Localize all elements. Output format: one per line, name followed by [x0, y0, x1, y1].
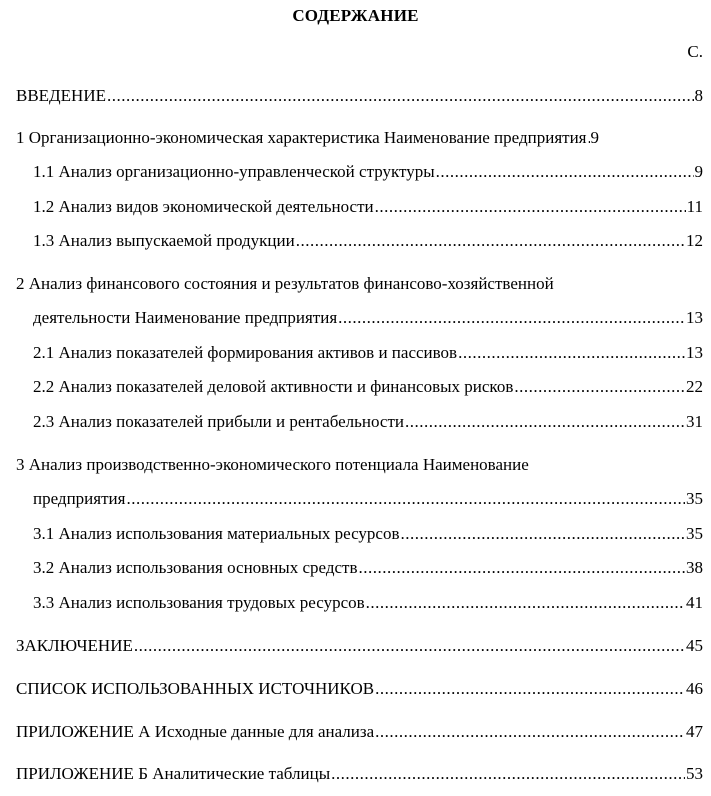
toc-entry-page: 41: [686, 593, 703, 612]
toc-entry-page: 38: [686, 558, 703, 577]
toc-entry-section-3-1[interactable]: [33, 524, 703, 544]
toc-dot-leader: [358, 558, 685, 578]
toc-entry-label: 2.1 Анализ показателей формирования активов и пассивов: [33, 343, 458, 362]
toc-entry-page: 8: [694, 86, 703, 105]
toc-dot-leader: [436, 162, 694, 182]
toc-entry-label: 1.2 Анализ видов экономической деятельности: [33, 197, 374, 216]
toc-entry-page: 53: [686, 764, 703, 783]
toc-entry-page: 35: [686, 524, 703, 543]
toc-dot-leader: [126, 489, 685, 509]
toc-entry-page: 45: [686, 636, 703, 655]
toc-entry-chapter-3[interactable]: [33, 489, 703, 509]
toc-dot-leader: [405, 412, 685, 432]
toc-entry-page: 46: [686, 679, 703, 698]
toc-entry-page: 9: [590, 128, 599, 147]
toc-dot-leader: [331, 764, 685, 784]
toc-entry-section-1-3[interactable]: [33, 231, 703, 251]
toc-entry-label: ВВЕДЕНИЕ: [16, 86, 106, 105]
toc-entry-label: СПИСОК ИСПОЛЬЗОВАННЫХ ИСТОЧНИКОВ: [16, 679, 375, 698]
toc-dot-leader: [375, 679, 685, 699]
toc-entry-label: предприятия: [33, 489, 126, 508]
toc-entry-section-2-3[interactable]: [33, 412, 703, 432]
toc-entry-page: 35: [686, 489, 703, 508]
toc-entry-page: 9: [694, 162, 703, 181]
toc-dot-leader: [107, 86, 694, 106]
toc-dot-leader: [366, 593, 685, 613]
toc-entry-appendix-a[interactable]: [16, 722, 703, 742]
toc-entry-page: 31: [686, 412, 703, 431]
toc-entry-label: 2.2 Анализ показателей деловой активности и финансовых рисков: [33, 377, 514, 396]
toc-dot-leader: [375, 722, 685, 742]
toc-entry-page: 12: [686, 231, 703, 250]
toc-entry-introduction[interactable]: [16, 86, 703, 106]
toc-dot-leader: [514, 377, 685, 397]
toc-entry-page: 47: [686, 722, 703, 741]
page-column-label: С.: [687, 42, 703, 61]
toc-entry-label: 2.3 Анализ показателей прибыли и рентабельности: [33, 412, 405, 431]
toc-entry-conclusion[interactable]: [16, 636, 703, 656]
toc-entry-appendix-b[interactable]: [16, 764, 703, 784]
toc-entry-label: 1 Организационно-экономическая характеристика Наименование предприятия: [16, 128, 587, 147]
toc-entry-label: ЗАКЛЮЧЕНИЕ: [16, 636, 133, 655]
toc-entry-chapter-3-line1[interactable]: 3 Анализ производственно-экономического потенциала Наименование: [16, 455, 529, 474]
toc-entry-section-2-1[interactable]: [33, 343, 703, 363]
toc-entry-chapter-2-line1[interactable]: 2 Анализ финансового состояния и результатов финансово-хозяйственной: [16, 274, 554, 293]
toc-entry-page: 22: [686, 377, 703, 396]
toc-dot-leader: [338, 308, 685, 328]
toc-dot-leader: [400, 524, 685, 544]
toc-entry-label: деятельности Наименование предприятия: [33, 308, 338, 327]
toc-entry-label: 1.3 Анализ выпускаемой продукции: [33, 231, 295, 250]
toc-entry-label: ПРИЛОЖЕНИЕ А Исходные данные для анализа: [16, 722, 375, 741]
toc-entry-label: 3.1 Анализ использования материальных ресурсов: [33, 524, 400, 543]
toc-entry-label: 3.2 Анализ использования основных средств: [33, 558, 358, 577]
toc-entry-label: 1.1 Анализ организационно-управленческой структуры: [33, 162, 435, 181]
toc-dot-leader: [458, 343, 685, 363]
toc-entry-page: 13: [686, 308, 703, 327]
toc-dot-leader: [296, 231, 685, 251]
toc-entry-chapter-1[interactable]: [16, 128, 703, 148]
toc-entry-section-3-2[interactable]: [33, 558, 703, 578]
toc-dot-leader: [134, 636, 685, 656]
toc-dot-leader: [375, 197, 686, 217]
toc-entry-label: 3.3 Анализ использования трудовых ресурсов: [33, 593, 365, 612]
toc-dot-leader: [588, 128, 590, 148]
toc-entry-section-1-2[interactable]: [33, 197, 703, 217]
toc-entry-section-1-1[interactable]: [33, 162, 703, 182]
toc-entry-page: 11: [686, 197, 703, 216]
toc-entry-label: ПРИЛОЖЕНИЕ Б Аналитические таблицы: [16, 764, 331, 783]
toc-entry-references[interactable]: [16, 679, 703, 699]
page-title: СОДЕРЖАНИЕ: [292, 6, 419, 25]
toc-entry-chapter-2[interactable]: [33, 308, 703, 328]
toc-entry-page: 13: [686, 343, 703, 362]
toc-entry-section-3-3[interactable]: [33, 593, 703, 613]
toc-entry-section-2-2[interactable]: [33, 377, 703, 397]
